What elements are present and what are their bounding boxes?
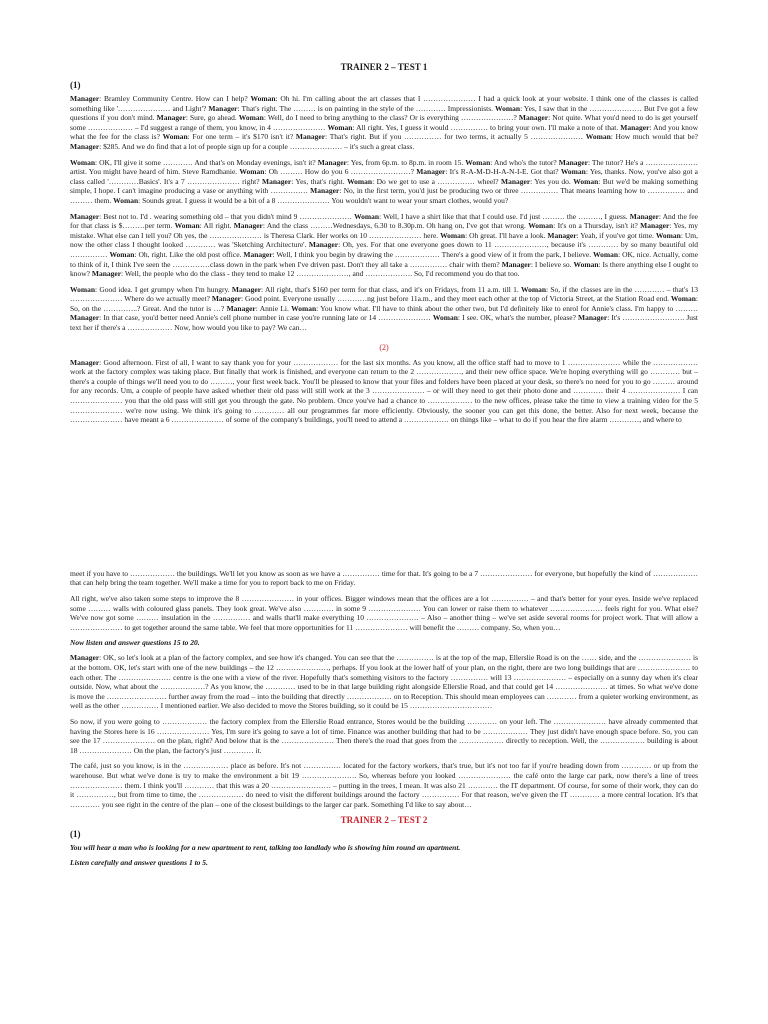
section-number-red: (2) bbox=[379, 342, 389, 352]
section-number: (1) bbox=[70, 829, 81, 840]
section-number: (1) bbox=[70, 80, 81, 90]
document-page bbox=[70, 62, 698, 873]
paragraph: The café, just so you know, is in the ……………… place as before. It's not …………… located for the factory workers, that's true, but it's not too far if you're heading down from ………… or up from the warehouse. But what we've done is try to make the environment a bit 19 …………………. So, whereas before you looked ………………… the café onto the large car park, now there's a line of trees ………………… them. I think you'll ………… that this was a 20 …………………… – putting in the trees, I mean. It was also 21 ………… the IT department. Of course, for some of their work, they can do it ……………, but from time to time, the ……………… do need to visit the different buildings around the factory …………… For that reason, we've given the IT ………… a more central location. It's that ………… you see right in the centre of the plan – one of the closest buildings to the larger car park. Something I'd like to say about… bbox=[70, 761, 698, 809]
instruction: Now listen and answer questions 15 to 20. bbox=[70, 638, 200, 648]
paragraph: Manager: Bramley Community Centre. How can I help? Woman: Oh hi. I'm calling about the art classes that I ………………… I had a quick look at your website. I think one of the classes is called something like '………………… and Light'? Manager: That's right. The ……… is on painting in the style of the ………… Impressionists. Woman: Yes, I saw that in the ………………… But I've got a few questions if you don't mind. Manager: Sure, go ahead. Woman: Well, do I need to bring anything to the class? Or is everything …………………? Manager: Not quite. What you'd need to do is get yourself some ……………… – I'd suggest a range of them, you know, in 4 ………………… Woman: All right. Yes, I guess it would …………… to bring your own. I'll make a note of that. Manager: And you know what the fee for the class is? Woman: For one term – it's $170 isn't it? Manager: That's right. But if you …………… for two terms, it actually 5 ………………… Woman: How much would that be? Manager: $285. And we do find that a lot of people sign up for a couple ………………… – it's such a great class. bbox=[70, 94, 699, 151]
paragraph: Manager: OK, so let's look at a plan of the factory complex, and see how it's changed. You can see that the …………… is at the top of the map, Ellerslie Road is on the …… side, and the ………………… is at the bottom. OK, let's start with one of the new buildings – the 12 …………………, perhaps. If you look at the lower half of your plan, on the right, there are two long buildings that are ………………… to each other. The ………………… centre is the one with a view of the river. Hopefully that's something visitors to the factory …………… will 13 ………………… – especially on a sunny day when it's clear outside. Now, what about the ………………? As you know, the ………… used to be in that large building right alongside Ellerslie Road, and that could get 14 ………………… at times. So what we've done is move the …………………… further away from the road – into the building that directly ……………… on to Reception. This should mean employees can ………… from a quieter working environment, as well as the other …………… I mentioned earlier. We also decided to move the Stores building, so it could be 15 …………………………… bbox=[70, 653, 698, 711]
test-title: TRAINER 2 – TEST 1 bbox=[340, 62, 428, 72]
paragraph: Manager: Good afternoon. First of all, I want to say thank you for your ……………… for the last six months. As you know, all the office staff had to move to 1 ………………… while the ……………… work at the factory complex was taking place. But finally that work is finished, and everyone can return to the 2 ………………, and their new office space. We're hoping everything will go ………… but – there's a couple of things we'll need you to do ………, your first week back. You'll be pleased to know that your files and folders have been placed at your desk, so there's no need for you to go ……… around for any records. Um, a couple of people have asked whether their old pass will still work at the 3 ………………… – or will they need to get their photo done and ………… their 4 ………………… I can ………………… you that the old pass will still get you through the gate. No problem. Once you've had a chance to ……………… to the new offices, please take the time to view a training video for the 5 ………………… we're now using. We think it's going to ………… all our programmes far more efficiently. Obviously, the sooner you can get this done, the better. Also for next week, because the ………………… have meant a 6 ………………… of some of the company's buildings, you'll need to attend a ……………… on things like – what to do if you hear the fire alarm …………, and where to bbox=[70, 357, 698, 425]
paragraph: Manager: Best not to. I'd . wearing something old – that you didn't mind 9 ………………… Woman: Well, I have a shirt like that that I could use. I'd just ……… the ………, I guess. Manager: And the fee for that class is $………per term. Woman: All right. Manager: And the class ………Wednesdays, 6.30 to 8.30p.m. Oh hang on, I've got that wrong. Woman: It's on a Thursday, isn't it? Manager: Yes, my mistake. What else can I tell you? Oh yes, the ………………… is Theresa Clark. Her works on 10 ………………… here. Woman: Oh great. I'll have a look. Manager: Yeah, if you've got time. Woman: Um, now the other class I thought looked ………… was 'Sketching Architecture'. Manager: Oh, yes. For that one everyone goes down to 11 …………………, because it's ………… by so many beautiful old …………… Woman: Oh, right. Like the old post office. Manager: Well, I think you begin by drawing the ……………… There's a good view of it from the park, I believe. Woman: OK, nice. Actually, come to think of it, I think I've seen the ……………class down in the park when I've driven past. Don't they all take a …………… chair with them? Manager: I believe so. Woman: Is there anything else I ought to know? Manager: Well, the people who do the class - they tend to make 12 …………………, and ………………. So, I'd recommend you do that too. bbox=[70, 211, 699, 279]
test-title-2: TRAINER 2 – TEST 2 bbox=[340, 815, 428, 826]
paragraph: All right, we've also taken some steps to improve the 8 ………………… in your offices. Bigger windows mean that the offices are a lot …………… – and that's better for your eyes. Inside we've replaced some ……… walls with coloured glass panels. They look great. We've also ………… in some 9 ………………… You can lower or raise them to whatever ………………… feels right for you. What else? We've now got some ……… insulation in the …………… and walls that'll make everything 10 ………………… – Also – another thing – we've set aside several rooms for project work. That will allow a ………………… to get together around the same table. We feel that more opportunities for 11 ………………… will benefit the ……… company. So, when you… bbox=[70, 594, 698, 632]
instruction: You will hear a man who is looking for a new apartment to rent, talking too landlady who is showing him round an apartment. bbox=[70, 843, 461, 853]
paragraph: So now, if you were going to ……………… the factory complex from the Ellerslie Road entrance, Stores would be the building ………… on your left. The ………………… have already commented that having the Stores here is 16 ………………… Yes, I'm sure it's going to save a lot of time. Finance was another building that had to be ……………… They just didn't have enough space before. So, you can see the 17 ………………… on the plan, right? And below that is the ………………… Then there's the road that goes from the ……………… directly to reception. Well, the ……………… building is about 18 ………………… On the plan, the factory's just ………… it. bbox=[70, 716, 698, 755]
paragraph: meet if you have to ……………… the buildings. We'll let you know as soon as we have a …………… time for that. It's going to be a 7 ………………… for everyone, but hopefully the kind of ……………… that can help bring the team together. We'll make a time for you to report back to me on Friday. bbox=[70, 568, 698, 588]
instruction: Listen carefully and answer questions 1 to 5. bbox=[70, 858, 208, 868]
paragraph: Woman: Good idea. I get grumpy when I'm hungry. Manager: All right, that's $160 per term for that class, and it's on Fridays, from 11 a.m. till 1. Woman: So, if the classes are in the ………… – that's 13 ………………… Where do we actually meet? Manager: Good point. Everyone usually …………ng just before 11a.m., and they meet each other at the top of Victoria Street, at the Station Road end. Woman: So, on the …………..? Great. And the tutor is …? Manager: Annie Li. Woman: You know what. I'll have to think about the other two, but I'd definitely like to enrol for Annie's class. I'm happy to ……… Manager: In that case, you'd better need Annie's cell phone number in case you're running late or 14 ………………… Woman: I see. OK, what's the number, please? Manager: It's ……………………. Just text her if there's a ……………… Now, how would you like to pay? We can… bbox=[70, 284, 699, 333]
blank-space bbox=[70, 431, 698, 569]
paragraph: Woman: OK, I'll give it some ………… And that's on Monday evenings, isn't it? Manager: Yes, from 6p.m. to 8p.m. in room 15. Woman: And who's the tutor? Manager: The tutor? He's a ………………… artist. You might have heard of him. Steve Ramdhanie. Woman: Oh ……… How do you 6 ……………………? Manager: It's R-A-M-D-H-A-N-I-E. Got that? Woman: Yes, thanks. Now, you've also got a class called '…………Basics'. It's a 7 ………………… right? Manager: Yes, that's right. Woman: Do we get to use a …………… wheel? Manager: Yes you do. Woman: But we'd be making something simple, I hope. I can't imagine producing a vase or anything with …………… Manager: No, in the first term, you'd just be producing two or three …………… That means learning how to …………… and ……… them. Woman: Sounds great. I guess it would be a bit of a 8 ………………… You wouldn't want to wear your smart clothes, would you? bbox=[70, 157, 699, 205]
